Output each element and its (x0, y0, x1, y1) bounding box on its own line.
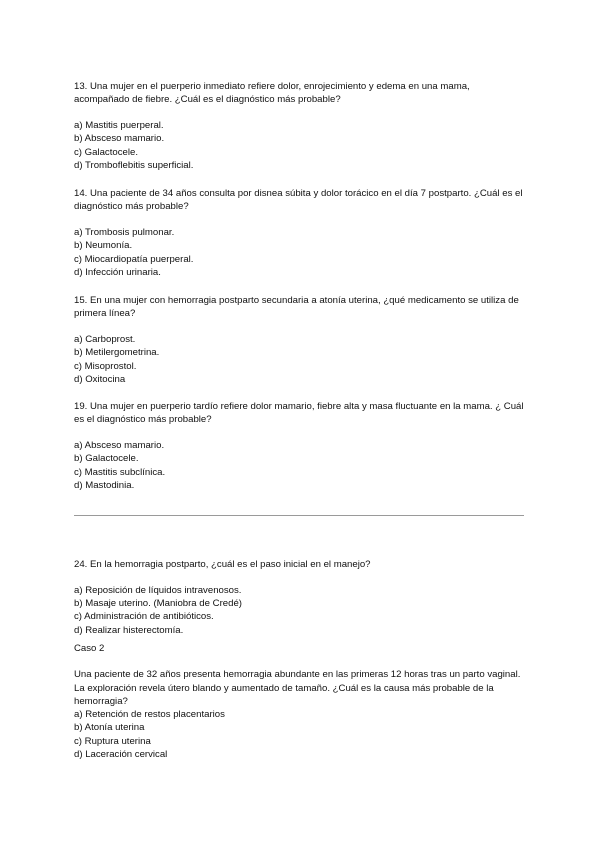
option-b: b) Metilergometrina. (74, 347, 160, 359)
option-b: b) Masaje uterino. (Maniobra de Credé) (74, 598, 242, 610)
option-b: b) Neumonía. (74, 240, 133, 252)
options-list (74, 439, 526, 492)
question-text: 14. Una paciente de 34 años consulta por disnea súbita y dolor torácico en el día 7 postparto. ¿Cuál es el diagnóstico más probable? (74, 187, 523, 212)
option-a: a) Reposición de líquidos intravenosos. (74, 584, 242, 596)
option-b: b) Absceso mamario. (74, 133, 165, 145)
question-text: 19. Una mujer en puerperio tardío refiere dolor mamario, fiebre alta y masa fluctuante en la mama. ¿ Cuál es el diagnóstico más probable? (74, 400, 524, 425)
option-d: d) Infección urinaria. (74, 267, 161, 279)
option-b: b) Galactocele. (74, 453, 139, 465)
options-list (74, 119, 526, 172)
option-d: d) Tromboflebitis superficial. (74, 160, 194, 172)
option-a: a) Retención de restos placentarios (74, 709, 225, 721)
options-list (74, 708, 526, 761)
case-text: Una paciente de 32 años presenta hemorragia abundante en las primeras 12 horas tras un parto vaginal. La exploración revela útero blando y aumentado de tamaño. ¿Cuál es la causa más probable de la hemorragia? (74, 669, 521, 707)
case-2 (74, 642, 526, 761)
options-list (74, 226, 526, 279)
option-c: c) Mastitis subclínica. (74, 466, 166, 478)
option-c: c) Galactocele. (74, 146, 138, 158)
options-list (74, 333, 526, 386)
option-c: c) Ruptura uterina (74, 735, 151, 747)
option-d: d) Realizar histerectomía. (74, 624, 184, 636)
question-text: 15. En una mujer con hemorragia postparto secundaria a atonía uterina, ¿qué medicamento se utiliza de primera línea? (74, 294, 519, 319)
question-14 (74, 177, 526, 279)
option-a: a) Mastitis puerperal. (74, 120, 164, 132)
option-c: c) Miocardiopatía puerperal. (74, 253, 194, 265)
option-d: d) Oxitocina (74, 374, 126, 386)
question-13 (74, 70, 526, 172)
option-d: d) Mastodinia. (74, 480, 135, 492)
case-title: Caso 2 (74, 643, 105, 654)
question-15 (74, 284, 526, 386)
section-divider (74, 515, 524, 516)
question-19 (74, 390, 526, 492)
question-24 (74, 548, 526, 637)
question-text: 13. Una mujer en el puerperio inmediato refiere dolor, enrojecimiento y edema en una mama, acompañado de fiebre. ¿Cuál es el diagnóstico más probable? (74, 80, 470, 105)
option-a: a) Trombosis pulmonar. (74, 227, 175, 239)
option-b: b) Atonía uterina (74, 722, 145, 734)
option-d: d) Laceración cervical (74, 749, 168, 761)
option-a: a) Carboprost. (74, 334, 136, 346)
option-c: c) Administración de antibióticos. (74, 611, 214, 623)
option-a: a) Absceso mamario. (74, 440, 165, 452)
options-list (74, 584, 526, 637)
question-text: 24. En la hemorragia postparto, ¿cuál es el paso inicial en el manejo? (74, 558, 371, 570)
option-c: c) Misoprostol. (74, 360, 137, 372)
